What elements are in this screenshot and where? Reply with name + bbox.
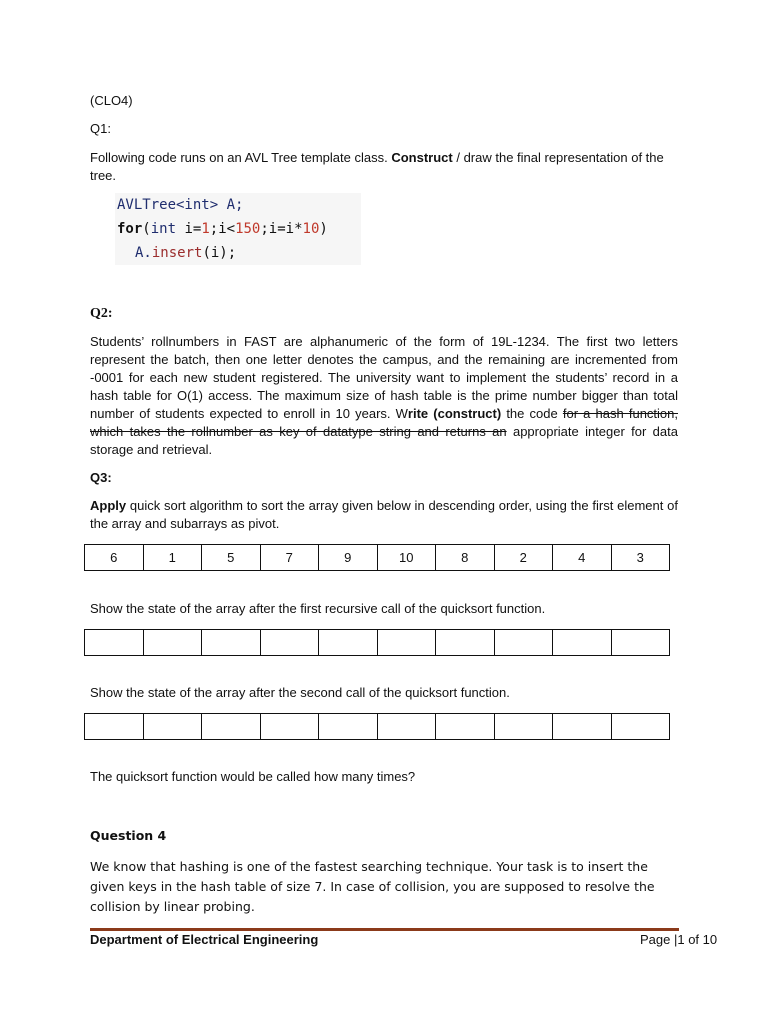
q1-text: Following code runs on an AVL Tree template class. Construct / draw the final representation of the tree.: [90, 150, 664, 183]
answer-array-second-call: [84, 713, 670, 740]
answer-cell[interactable]: [85, 714, 144, 740]
array-cell: 9: [319, 545, 378, 571]
answer-cell[interactable]: [260, 630, 319, 656]
footer-page-number: Page |1 of 10: [640, 932, 718, 947]
answer-cell[interactable]: [494, 714, 553, 740]
q3-prompt-call-count: The quicksort function would be called how many times?: [90, 769, 416, 784]
q3-text: Apply quick sort algorithm to sort the array given below in descending order, using the first element of the array and subarrays as pivot.: [90, 498, 678, 531]
array-cell: 5: [202, 545, 261, 571]
array-cell: 7: [260, 545, 319, 571]
array-cell: 2: [494, 545, 553, 571]
q2-text: Students’ rollnumbers in FAST are alphanumeric of the form of 19L-1234. The first two letters represent the batch, then one letter denotes the campus, and the remaining are incremented from -0001 for each new student registered. The university want to implement the students’ record in a hash table for O(1) access. The maximum size of hash table is the prime number bigger than total number of students expected to enroll in 10 years. Write (construct) the code for a hash function, which takes the rollnumber as key of datatype string and returns an appropriate integer for data storage and retrieval.: [90, 334, 678, 457]
answer-cell[interactable]: [377, 714, 436, 740]
footer-department: Department of Electrical Engineering: [90, 932, 319, 947]
q4-label: Question 4: [90, 828, 167, 843]
answer-cell[interactable]: [319, 630, 378, 656]
q1-label: Q1:: [90, 121, 111, 136]
array-cell: 1: [143, 545, 202, 571]
q4-text: We know that hashing is one of the fastest searching technique. Your task is to insert the given keys in the hash table of size 7. In case of collision, you are supposed to resolve the collision by linear probing.: [90, 859, 655, 914]
answer-cell[interactable]: [494, 630, 553, 656]
answer-cell[interactable]: [202, 714, 261, 740]
answer-cell[interactable]: [553, 630, 612, 656]
footer-divider: [90, 928, 679, 931]
array-cell: 3: [611, 545, 670, 571]
q3-input-array: [84, 544, 670, 571]
answer-array-first-call: [84, 629, 670, 656]
q1-code-block: [115, 193, 361, 265]
answer-cell[interactable]: [260, 714, 319, 740]
answer-cell[interactable]: [377, 630, 436, 656]
answer-cell[interactable]: [553, 714, 612, 740]
array-cell: 10: [377, 545, 436, 571]
array-cell: 8: [436, 545, 495, 571]
array-cell: 4: [553, 545, 612, 571]
answer-cell[interactable]: [143, 630, 202, 656]
q3-prompt-first-call: Show the state of the array after the first recursive call of the quicksort function.: [90, 601, 546, 616]
answer-cell[interactable]: [319, 714, 378, 740]
answer-cell[interactable]: [436, 630, 495, 656]
answer-cell[interactable]: [611, 630, 670, 656]
q3-prompt-second-call: Show the state of the array after the second call of the quicksort function.: [90, 685, 510, 700]
answer-cell[interactable]: [143, 714, 202, 740]
answer-cell[interactable]: [85, 630, 144, 656]
answer-cell[interactable]: [611, 714, 670, 740]
q2-label: Q2:: [90, 306, 113, 321]
clo-label: (CLO4): [90, 93, 133, 108]
code-line-1: AVLTree<int> A;: [117, 197, 244, 213]
answer-cell[interactable]: [202, 630, 261, 656]
answer-cell[interactable]: [436, 714, 495, 740]
array-cell: 6: [85, 545, 144, 571]
code-line-2: for(int i=1;i<150;i=i*10): [117, 221, 328, 237]
code-line-3: A.insert(i);: [135, 245, 237, 261]
q3-label: Q3:: [90, 470, 112, 485]
